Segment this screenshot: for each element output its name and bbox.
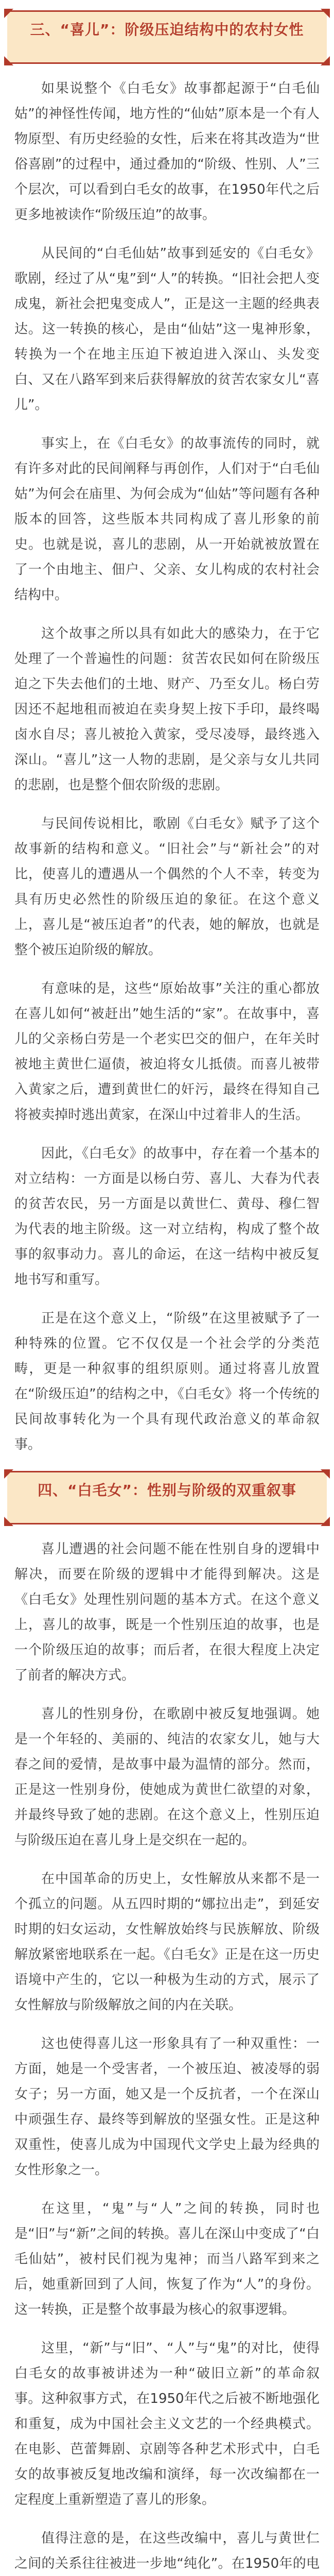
section-3-header: [7, 10, 327, 64]
corner-ornament: [321, 1469, 330, 1479]
paragraph: 因此，《白毛女》的故事中，存在着一个基本的对立结构：一方面是以杨白劳、喜儿、大春为代表的贫苦农民，另一方面是以黄世仁、黄母、穆仁智为代表的地主阶级。这一对立结构，构成了整个故事的叙事动力。喜儿的命运，在这一结构中被反复地书写和重写。: [14, 1146, 320, 1287]
paragraph: 喜儿的性别身份，在歌剧中被反复地强调。她是一个年轻的、美丽的、纯洁的农家女儿，她与大春之间的爱情，是故事中最为温情的部分。然而，正是这一性别身份，使她成为黄世仁欲望的对象，并最终导致了她的悲剧。在这个意义上，性别压迫与阶级压迫在喜儿身上是交织在一起的。: [14, 1706, 320, 1848]
paragraph: 事实上，在《白毛女》的故事流传的同时，就有许多对此的民间阐释与再创作，人们对于“白毛仙姑”为何会在庙里、为何会成为“仙姑”等问题有各种版本的回答，这些版本共同构成了喜儿形象的前史。也就是说，喜儿的悲剧，从一开始就被放置在了一个由地主、佃户、父亲、女儿构成的农村社会结构中。: [14, 436, 320, 603]
paragraph: 在这里，“鬼”与“人”之间的转换，同时也是“旧”与“新”之间的转换。喜儿在深山中变成了“白毛仙姑”，被村民们视为鬼神；而当八路军到来之后，她重新回到了人间，恢复了作为“人”的身份。这一转换，正是整个故事最为核心的叙事逻辑。: [14, 2201, 320, 2317]
paragraph: 与民间传说相比，歌剧《白毛女》赋予了这个故事新的结构和意义。“旧社会”与“新社会”的对比，使喜儿的遭遇从一个偶然的个人不幸，转变为具有历史必然性的阶级压迫的象征。在这个意义上，喜儿是“被压迫者”的代表，她的解放，也就是整个被压迫阶级的解放。: [14, 816, 320, 958]
section-4-body: [0, 1524, 334, 2576]
corner-ornament: [321, 56, 330, 65]
section-4-header: [7, 1471, 327, 1524]
paragraph: 从民间的“白毛仙姑”故事到延安的《白毛女》歌剧，经过了从“鬼”到“人”的转换。“旧社会把人变成鬼，新社会把鬼变成人”，正是这一主题的经典表达。这一转换的核心，是由“仙姑”这一鬼神形象，转换为一个在地主压迫下被迫进入深山、头发变白、又在八路军到来后获得解放的贫苦农家女儿“喜儿”。: [14, 246, 320, 413]
corner-ornament: [4, 1469, 13, 1479]
corner-ornament: [4, 9, 13, 18]
corner-ornament: [321, 1517, 330, 1526]
paragraph: 这也使得喜儿这一形象具有了一种双重性：一方面，她是一个受害者，一个被压迫、被凌辱的弱女子；另一方面，她又是一个反抗者，一个在深山中顽强生存、最终等到解放的坚强女性。正是这种双重性，使喜儿成为中国现代文学史上最为经典的女性形象之一。: [14, 2036, 320, 2178]
corner-ornament: [321, 9, 330, 18]
paragraph: 有意味的是，这些“原始故事”关注的重心都放在喜儿如何“被赶出”她生活的“家”。在故事中，喜儿的父亲杨白劳是一个老实巴交的佃户，在年关时被地主黄世仁逼债，被迫将女儿抵债。而喜儿被带入黄家之后，遭到黄世仁的奸污，最终在得知自己将被卖掉时逃出黄家，在深山中过着非人的生活。: [14, 981, 320, 1123]
corner-ornament: [4, 1517, 13, 1526]
paragraph: 这个故事之所以具有如此大的感染力，在于它处理了一个普遍性的问题：贫苦农民如何在阶级压迫之下失去他们的土地、财产、乃至女儿。杨白劳因还不起地租而被迫在卖身契上按下手印，最终喝卤水自尽；喜儿被抢入黄家，受尽凌辱，最终逃入深山。“喜儿”这一人物的悲剧，是父亲与女儿共同的悲剧，也是整个佃农阶级的悲剧。: [14, 626, 320, 793]
paragraph: 值得注意的是，在这些改编中，喜儿与黄世仁之间的关系往往被进一步地“纯化”。在1950年的电: [14, 2531, 320, 2571]
section-3-title: 三、“喜儿”：阶级压迫结构中的农村女性: [30, 21, 304, 38]
corner-ornament: [4, 56, 13, 65]
paragraph: 正是在这个意义上，“阶级”在这里被赋予了一种特殊的位置。它不仅仅是一个社会学的分类范畴，更是一种叙事的组织原则。通过将喜儿放置在“阶级压迫”的结构之中，《白毛女》将一个传统的民间故事转化为一个具有现代政治意义的革命叙事。: [14, 1311, 320, 1452]
section-3-body: [0, 64, 334, 1458]
paragraph: 喜儿遭遇的社会问题不能在性别自身的逻辑中解决，而要在阶级的逻辑中才能得到解决。这是《白毛女》处理性别问题的基本方式。在这个意义上，喜儿的故事，既是一个性别压迫的故事，也是一个阶级压迫的故事；而后者，在很大程度上决定了前者的解决方式。: [14, 1541, 320, 1683]
section-4-title: 四、“白毛女”：性别与阶级的双重叙事: [38, 1482, 296, 1499]
paragraph: 这里，“新”与“旧”、“人”与“鬼”的对比，使得白毛女的故事被讲述为一种“破旧立新”的革命叙事。这种叙事方式，在1950年代之后被不断地强化和重复，成为中国社会主义文艺的一个经典模式。在电影、芭蕾舞剧、京剧等各种艺术形式中，白毛女的故事被反复地改编和演绎，每一次改编都在一定程度上重新塑造了喜儿的形象。: [14, 2341, 320, 2507]
paragraph: 如果说整个《白毛女》故事都起源于“白毛仙姑”的神怪性传闻，地方性的“仙姑”原本是一个有人物原型、有历史经验的女性，后来在将其改造为“世俗喜剧”的过程中，通过叠加的“阶级、性别、人”三个层次，可以看到白毛女的故事，在1950年代之后更多地被读作“阶级压迫”的故事。: [14, 81, 320, 223]
paragraph: 在中国革命的历史上，女性解放从来都不是一个孤立的问题。从五四时期的“娜拉出走”，到延安时期的妇女运动，女性解放始终与民族解放、阶级解放紧密地联系在一起。《白毛女》正是在这一历史语境中产生的，它以一种极为生动的方式，展示了女性解放与阶级解放之间的内在关联。: [14, 1871, 320, 2013]
